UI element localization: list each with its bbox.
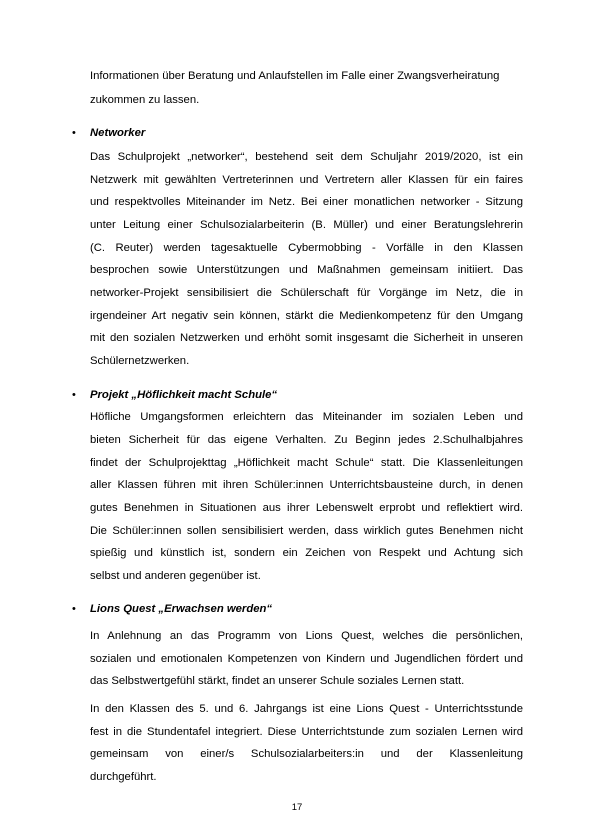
paragraph-line: irgendeiner Art negativ sein können, stärkt die Medienkompetenz für den Umgang: [90, 310, 523, 322]
paragraph-line: fest in die Stundentafel integriert. Diese Unterrichtstunde zum sozialen Lernen wird: [90, 726, 523, 738]
paragraph-line: sozialen und emotionalen Kompetenzen von Kindern und Jugendlichen fördert und: [90, 653, 523, 665]
paragraph-line: und respektvolles Miteinander im Netz. Bei einer monatlichen networker - Sitzung: [90, 196, 523, 208]
paragraph-line: aller Klassen führen mit ihren Schüler:innen Unterrichtsbausteine durch, in denen: [90, 479, 523, 491]
paragraph-line: Schülernetzwerken.: [90, 355, 190, 367]
paragraph-line: (C. Reuter) werden tagesaktuelle Cybermobbing - Vorfälle in den Klassen: [90, 242, 523, 254]
paragraph-line: Die Schüler:innen sollen sensibilisiert werden, dass wirklich gutes Benehmen nicht: [90, 525, 523, 537]
paragraph-line: unter Leitung einer Schulsozialarbeiterin (B. Müller) und einer Beratungslehrerin: [90, 219, 523, 231]
section-heading-lions-quest: Lions Quest „Erwachsen werden“: [90, 603, 273, 615]
intro-line: Informationen über Beratung und Anlaufstellen im Falle einer Zwangsverheiratung: [90, 70, 500, 82]
paragraph-line: das Selbstwertgefühl stärkt, findet an unserer Schule soziales Lernen statt.: [90, 675, 465, 687]
bullet-icon: •: [72, 127, 76, 139]
paragraph-line: gutes Benehmen in Situationen aus ihrer Lebenswelt erprobt und reflektiert wird.: [90, 502, 523, 514]
paragraph-line: networker-Projekt sensibilisiert die Schülerschaft für Vorgänge im Netz, die in: [90, 287, 523, 299]
page-number: 17: [291, 802, 303, 813]
paragraph-line: findet der Schulprojekttag „Höflichkeit macht Schule“ statt. Die Klassenleitungen: [90, 457, 523, 469]
paragraph-line: besprochen sowie Unterstützungen und Maßnahmen gemeinsam initiiert. Das: [90, 264, 523, 276]
paragraph-line: durchgeführt.: [90, 771, 157, 783]
bullet-icon: •: [72, 389, 76, 401]
paragraph-line: Höfliche Umgangsformen erleichtern das Miteinander im sozialen Leben und: [90, 411, 523, 423]
section-heading-hoeflichkeit: Projekt „Höflichkeit macht Schule“: [90, 389, 278, 401]
paragraph-line: In den Klassen des 5. und 6. Jahrgangs ist eine Lions Quest - Unterrichtsstunde: [90, 703, 523, 715]
paragraph-line: Netzwerk mit gewählten Vertreterinnen und Vertretern aller Klassen für ein faires: [90, 174, 523, 186]
paragraph-line: gemeinsam von einer/s Schulsozialarbeiters:in und der Klassenleitung: [90, 748, 523, 760]
paragraph-line: mit den sozialen Netzwerken und erhöht somit insgesamt die Sicherheit in unseren: [90, 332, 523, 344]
paragraph-line: spießig und künstlich ist, sondern ein Zeichen von Respekt und Achtung sich: [90, 547, 523, 559]
paragraph-line: Das Schulprojekt „networker“, bestehend seit dem Schuljahr 2019/2020, ist ein: [90, 151, 523, 163]
bullet-icon: •: [72, 603, 76, 615]
paragraph-line: selbst und anderen gegenüber ist.: [90, 570, 261, 582]
paragraph-line: bieten Sicherheit für das eigene Verhalten. Zu Beginn jedes 2.Schulhalbjahres: [90, 434, 523, 446]
paragraph-line: In Anlehnung an das Programm von Lions Quest, welches die persönlichen,: [90, 630, 523, 642]
intro-line: zukommen zu lassen.: [90, 94, 200, 106]
section-heading-networker: Networker: [90, 127, 146, 139]
